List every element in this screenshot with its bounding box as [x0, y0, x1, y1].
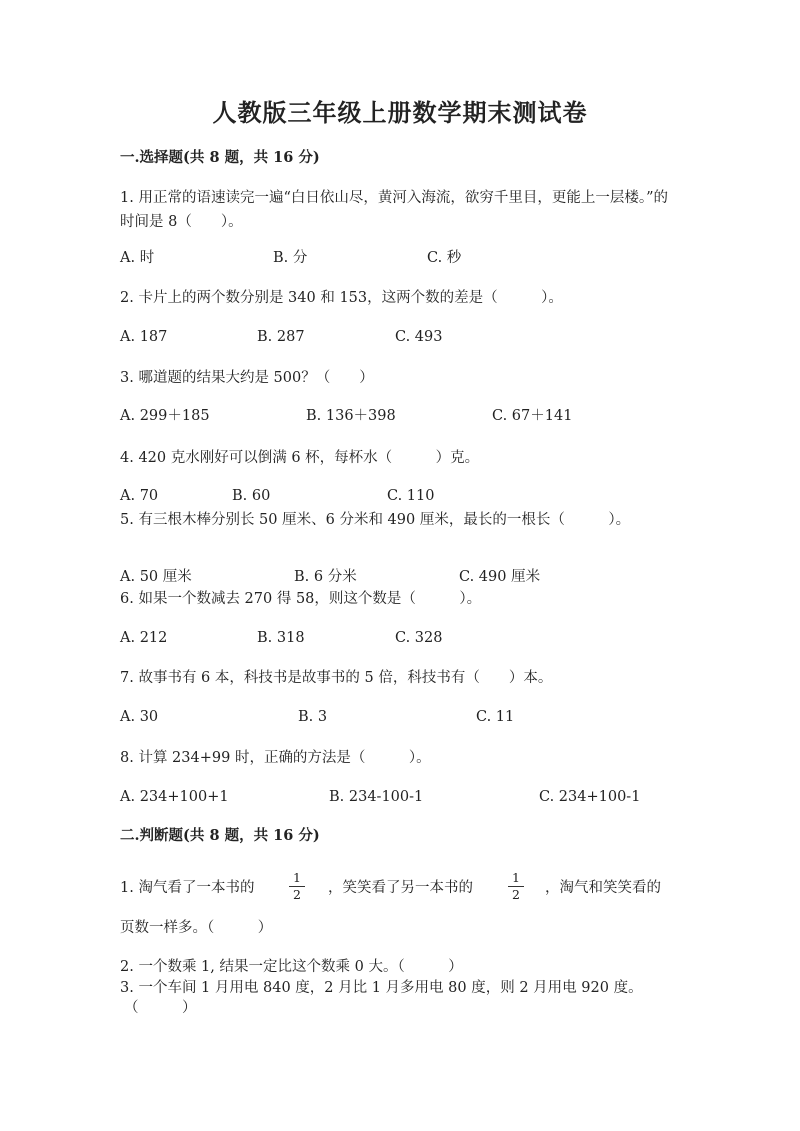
- fraction-one-half: [289, 871, 305, 902]
- judgment-1-line2: 页数一样多。（ ）: [120, 920, 273, 936]
- option-b: B. 3: [298, 709, 328, 725]
- option-c: C. 328: [395, 630, 443, 646]
- option-a: A. 187: [120, 329, 168, 345]
- option-b: B. 318: [257, 630, 305, 646]
- option-b: B. 287: [257, 329, 305, 345]
- fraction-one-half: [508, 871, 524, 902]
- fraction-denominator: 2: [512, 887, 520, 902]
- option-c: C. 234+100-1: [539, 789, 641, 805]
- options-3: [120, 406, 680, 426]
- section-heading-choice: 一.选择题(共 8 题，共 16 分): [120, 149, 320, 166]
- option-c: C. 110: [387, 488, 435, 504]
- options-4: [120, 486, 680, 506]
- option-b: B. 60: [232, 488, 271, 504]
- option-a: A. 299＋185: [120, 408, 210, 424]
- option-a: A. 50 厘米: [120, 569, 192, 585]
- question-2: 2. 卡片上的两个数分别是 340 和 153，这两个数的差是（ ）。: [120, 290, 563, 306]
- judgment-1-part3: ，淘气和笑笑看的: [545, 880, 661, 896]
- fraction-numerator: 1: [293, 870, 301, 885]
- question-7: 7. 故事书有 6 本，科技书是故事书的 5 倍，科技书有（ ）本。: [120, 670, 553, 686]
- judgment-3-line1: 3. 一个车间 1 月用电 840 度，2 月比 1 月多用电 80 度，则 2 月用电 920 度。: [120, 980, 643, 996]
- page-title: 人教版三年级上册数学期末测试卷: [212, 98, 588, 127]
- question-4: 4. 420 克水刚好可以倒满 6 杯，每杯水（ ）克。: [120, 450, 480, 466]
- option-b: B. 分: [273, 250, 308, 266]
- options-1: [120, 248, 680, 268]
- option-a: A. 30: [120, 709, 159, 725]
- judgment-2: 2. 一个数乘 1, 结果一定比这个数乘 0 大。（ ）: [120, 959, 463, 975]
- question-8: 8. 计算 234+99 时，正确的方法是（ ）。: [120, 750, 431, 766]
- options-2: [120, 327, 680, 347]
- question-1: 1. 用正常的语速读完一遍“白日依山尽，黄河入海流，欲穷千里目，更能上一层楼。”的时间是 8（ ）。: [120, 190, 669, 230]
- option-b: B. 136＋398: [306, 408, 396, 424]
- judgment-1-part2: ，笑笑看了另一本书的: [328, 880, 473, 896]
- section-heading-judgment: 二.判断题(共 8 题，共 16 分): [120, 827, 320, 844]
- options-8: [120, 787, 680, 807]
- option-c: C. 11: [476, 709, 515, 725]
- question-3: 3. 哪道题的结果大约是 500？（ ）: [120, 370, 374, 386]
- option-b: B. 234-100-1: [329, 789, 424, 805]
- fraction-denominator: 2: [293, 887, 301, 902]
- option-c: C. 490 厘米: [459, 569, 541, 585]
- option-a: A. 234+100+1: [120, 789, 229, 805]
- question-6: 6. 如果一个数减去 270 得 58，则这个数是（ ）。: [120, 591, 482, 607]
- question-5: 5. 有三根木棒分别长 50 厘米、6 分米和 490 厘米，最长的一根长（ ）。: [120, 512, 631, 528]
- option-c: C. 秒: [427, 250, 462, 266]
- options-7: [120, 707, 680, 727]
- fraction-numerator: 1: [512, 870, 520, 885]
- judgment-1-part1: 1. 淘气看了一本书的: [120, 880, 255, 896]
- option-c: C. 493: [395, 329, 443, 345]
- options-5: [120, 567, 680, 587]
- option-a: A. 时: [120, 250, 155, 266]
- option-b: B. 6 分米: [294, 569, 357, 585]
- judgment-3-line2: （ ）: [124, 1000, 197, 1016]
- options-6: [120, 628, 680, 648]
- option-a: A. 70: [120, 488, 159, 504]
- option-a: A. 212: [120, 630, 168, 646]
- option-c: C. 67＋141: [492, 408, 573, 424]
